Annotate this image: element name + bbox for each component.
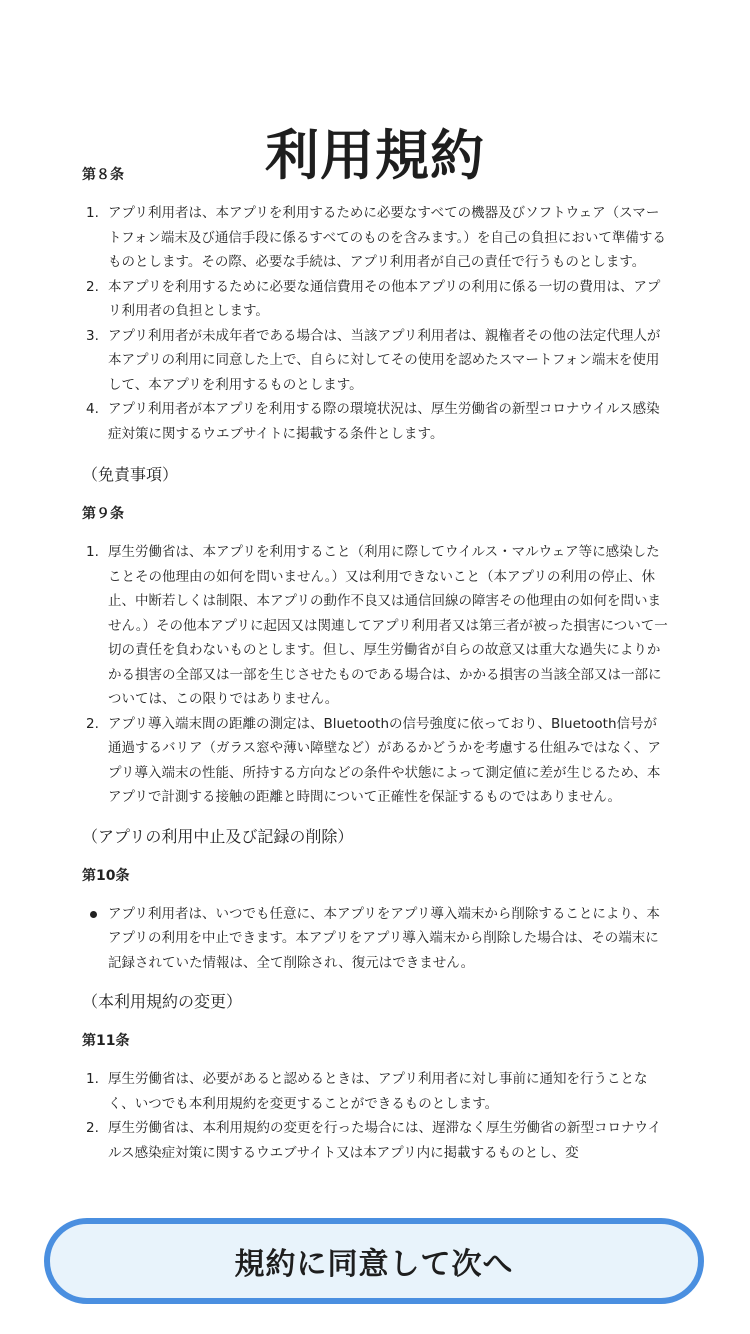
article-heading: 第９条 <box>82 506 124 522</box>
article-item-list <box>0 902 750 976</box>
item-text: アプリ利用者は、本アプリを利用するために必要なすべての機器及びソフトウェア（スマートフォン端末及び通信手段に係るすべてのものを含みます。）を自己の負担において準備するものとします。その際、必要な手続は、アプリ利用者が自己の責任で行うものとします。 <box>108 205 666 270</box>
article-heading: 第11条 <box>82 1033 130 1049</box>
section-label: （免責事項） <box>82 465 179 484</box>
item-number: 2. <box>86 278 99 295</box>
list-item <box>0 1067 750 1116</box>
list-item <box>0 397 750 446</box>
page-title: 利用規約 <box>265 124 485 188</box>
item-number: 1. <box>86 1071 99 1087</box>
article-11 <box>0 975 750 1165</box>
list-item <box>0 275 750 324</box>
terms-scroll-area[interactable] <box>0 166 750 1202</box>
item-number: 2. <box>86 715 99 732</box>
list-item <box>0 201 750 275</box>
item-number: 3. <box>86 327 99 344</box>
item-text: アプリ導入端末間の距離の測定は、Bluetoothの信号強度に依っており、Bluetooth信号が通過するバリア（ガラス窓や薄い障壁など）があるかどうかを考慮する仕組みではなく、アプリ導入端末の性能、所持する方向などの条件や状態によって測定値に差が生じるため、本アプリで計測する接触の距離と時間について正確性を保証するものではありません。 <box>108 715 661 805</box>
bullet-icon <box>90 911 97 918</box>
article-10 <box>0 810 750 976</box>
item-number: 4. <box>86 401 99 417</box>
agree-next-button[interactable]: 規約に同意して次へ <box>44 1218 704 1304</box>
article-item-list <box>0 201 750 446</box>
article-heading: 第８条 <box>82 167 124 183</box>
section-label: （アプリの利用中止及び記録の削除） <box>82 826 354 846</box>
item-text: 本アプリを利用するために必要な通信費用その他本アプリの利用に係る一切の費用は、アプリ利用者の負担とします。 <box>108 278 661 319</box>
article-8 <box>0 166 750 446</box>
item-number: 2. <box>86 1120 99 1136</box>
item-text: 厚生労働省は、本アプリを利用すること（利用に際してウイルス・マルウェア等に感染したことその他理由の如何を問いません。）又は利用できないこと（本アプリの利用の停止、休止、中断若しくは制限、本アプリの動作不良又は通信回線の障害その他理由の如何を問いません。）その他本アプリに起因又は関連してアプリ利用者又は第三者が被った損害について一切の責任を負わないものとします。但し、厚生労働省が自らの故意又は重大な過失によりかかる損害の全部又は一部を生じさせたものである場合は、かかる損害の当該全部又は一部については、この限りではありません。 <box>108 544 668 707</box>
list-item <box>0 324 750 398</box>
article-item-list <box>0 1067 750 1165</box>
article-9 <box>0 446 750 810</box>
item-text: 厚生労働省は、本利用規約の変更を行った場合には、遅滞なく厚生労働省の新型コロナウイルス感染症対策に関するウエブサイト又は本アプリ内に掲載するものとし、変 <box>108 1120 662 1161</box>
list-item <box>0 1116 750 1165</box>
item-number: 1. <box>86 205 99 221</box>
list-item <box>0 902 750 976</box>
article-heading: 第10条 <box>82 867 130 884</box>
item-text: アプリ利用者が未成年者である場合は、当該アプリ利用者は、親権者その他の法定代理人が本アプリの利用に同意した上で、自らに対してその使用を認めたスマートフォン端末を使用して、本アプリを利用するものとします。 <box>108 327 661 393</box>
list-item <box>0 540 750 712</box>
item-text: アプリ利用者が本アプリを利用する際の環境状況は、厚生労働省の新型コロナウイルス感染症対策に関するウエブサイトに掲載する条件とします。 <box>108 401 660 442</box>
item-number: 1. <box>86 544 99 560</box>
item-text: アプリ利用者は、いつでも任意に、本アプリをアプリ導入端末から削除することにより、本アプリの利用を中止できます。本アプリをアプリ導入端末から削除した場合は、その端末に記録されていた情報は、全て削除され、復元はできません。 <box>108 905 660 971</box>
section-label: （本利用規約の変更） <box>82 992 243 1011</box>
list-item <box>0 712 750 810</box>
item-text: 厚生労働省は、必要があると認めるときは、アプリ利用者に対し事前に通知を行うことなく、いつでも本利用規約を変更することができるものとします。 <box>108 1071 648 1112</box>
article-item-list <box>0 540 750 810</box>
